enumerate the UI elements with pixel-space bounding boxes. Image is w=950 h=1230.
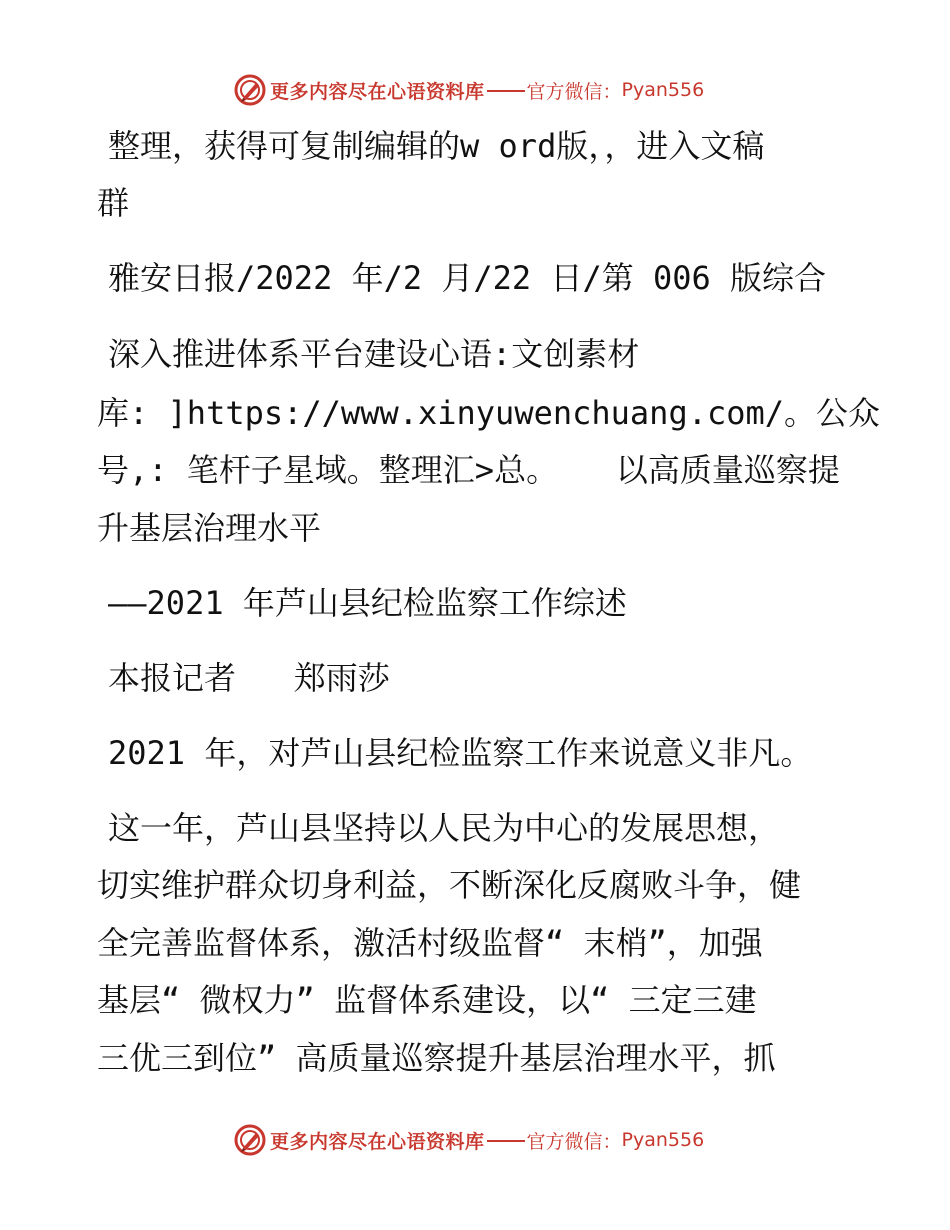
text-line: 这一年，芦山县坚持以人民为中心的发展思想， bbox=[108, 809, 781, 847]
text-line: 三优三到位” 高质量巡察提升基层治理水平，抓 bbox=[97, 1039, 776, 1077]
text-line: 群 bbox=[97, 184, 130, 222]
text-line: 切实维护群众切身利益，不断深化反腐败斗争，健 bbox=[97, 866, 802, 904]
banner-main-text: 更多内容尽在心语资料库 bbox=[270, 1130, 485, 1153]
text-line: 全完善监督体系，激活村级监督“ 末梢”，加强 bbox=[97, 924, 763, 962]
banner-wechat-id: Pyan556 bbox=[621, 1129, 705, 1151]
text-line: 库: ]https://www.xinyuwenchuang.com/。公众 bbox=[97, 394, 881, 432]
byline: 本报记者 郑雨莎 bbox=[108, 659, 390, 697]
banner-wechat-id: Pyan556 bbox=[621, 79, 705, 101]
text-line: 雅安日报/2022 年/2 月/22 日/第 006 版综合 bbox=[108, 259, 827, 297]
text-line: 整理，获得可复制编辑的w ord版，，进入文稿 bbox=[108, 127, 765, 165]
text-line: 号,: 笔杆子星域。整理汇>总。 以高质量巡察提 bbox=[97, 451, 840, 489]
banner-dash bbox=[487, 1140, 525, 1142]
banner-main-text: 更多内容尽在心语资料库 bbox=[270, 80, 485, 103]
article-subtitle: ——2021 年芦山县纪检监察工作综述 bbox=[108, 584, 627, 622]
banner-sub-text: 官方微信： bbox=[526, 1130, 622, 1153]
text-line: 2021 年，对芦山县纪检监察工作来说意义非凡。 bbox=[108, 734, 813, 772]
banner-dash bbox=[487, 90, 525, 92]
pen-logo-icon bbox=[234, 1124, 266, 1156]
text-line: 升基层治理水平 bbox=[97, 509, 322, 547]
pen-logo-icon bbox=[234, 74, 266, 106]
header-watermark bbox=[234, 72, 714, 108]
text-line: 深入推进体系平台建设心语:文创素材 bbox=[108, 335, 640, 373]
footer-watermark bbox=[234, 1122, 714, 1158]
banner-sub-text: 官方微信： bbox=[526, 80, 622, 103]
text-line: 基层“ 微权力” 监督体系建设，以“ 三定三建 bbox=[97, 981, 757, 1019]
